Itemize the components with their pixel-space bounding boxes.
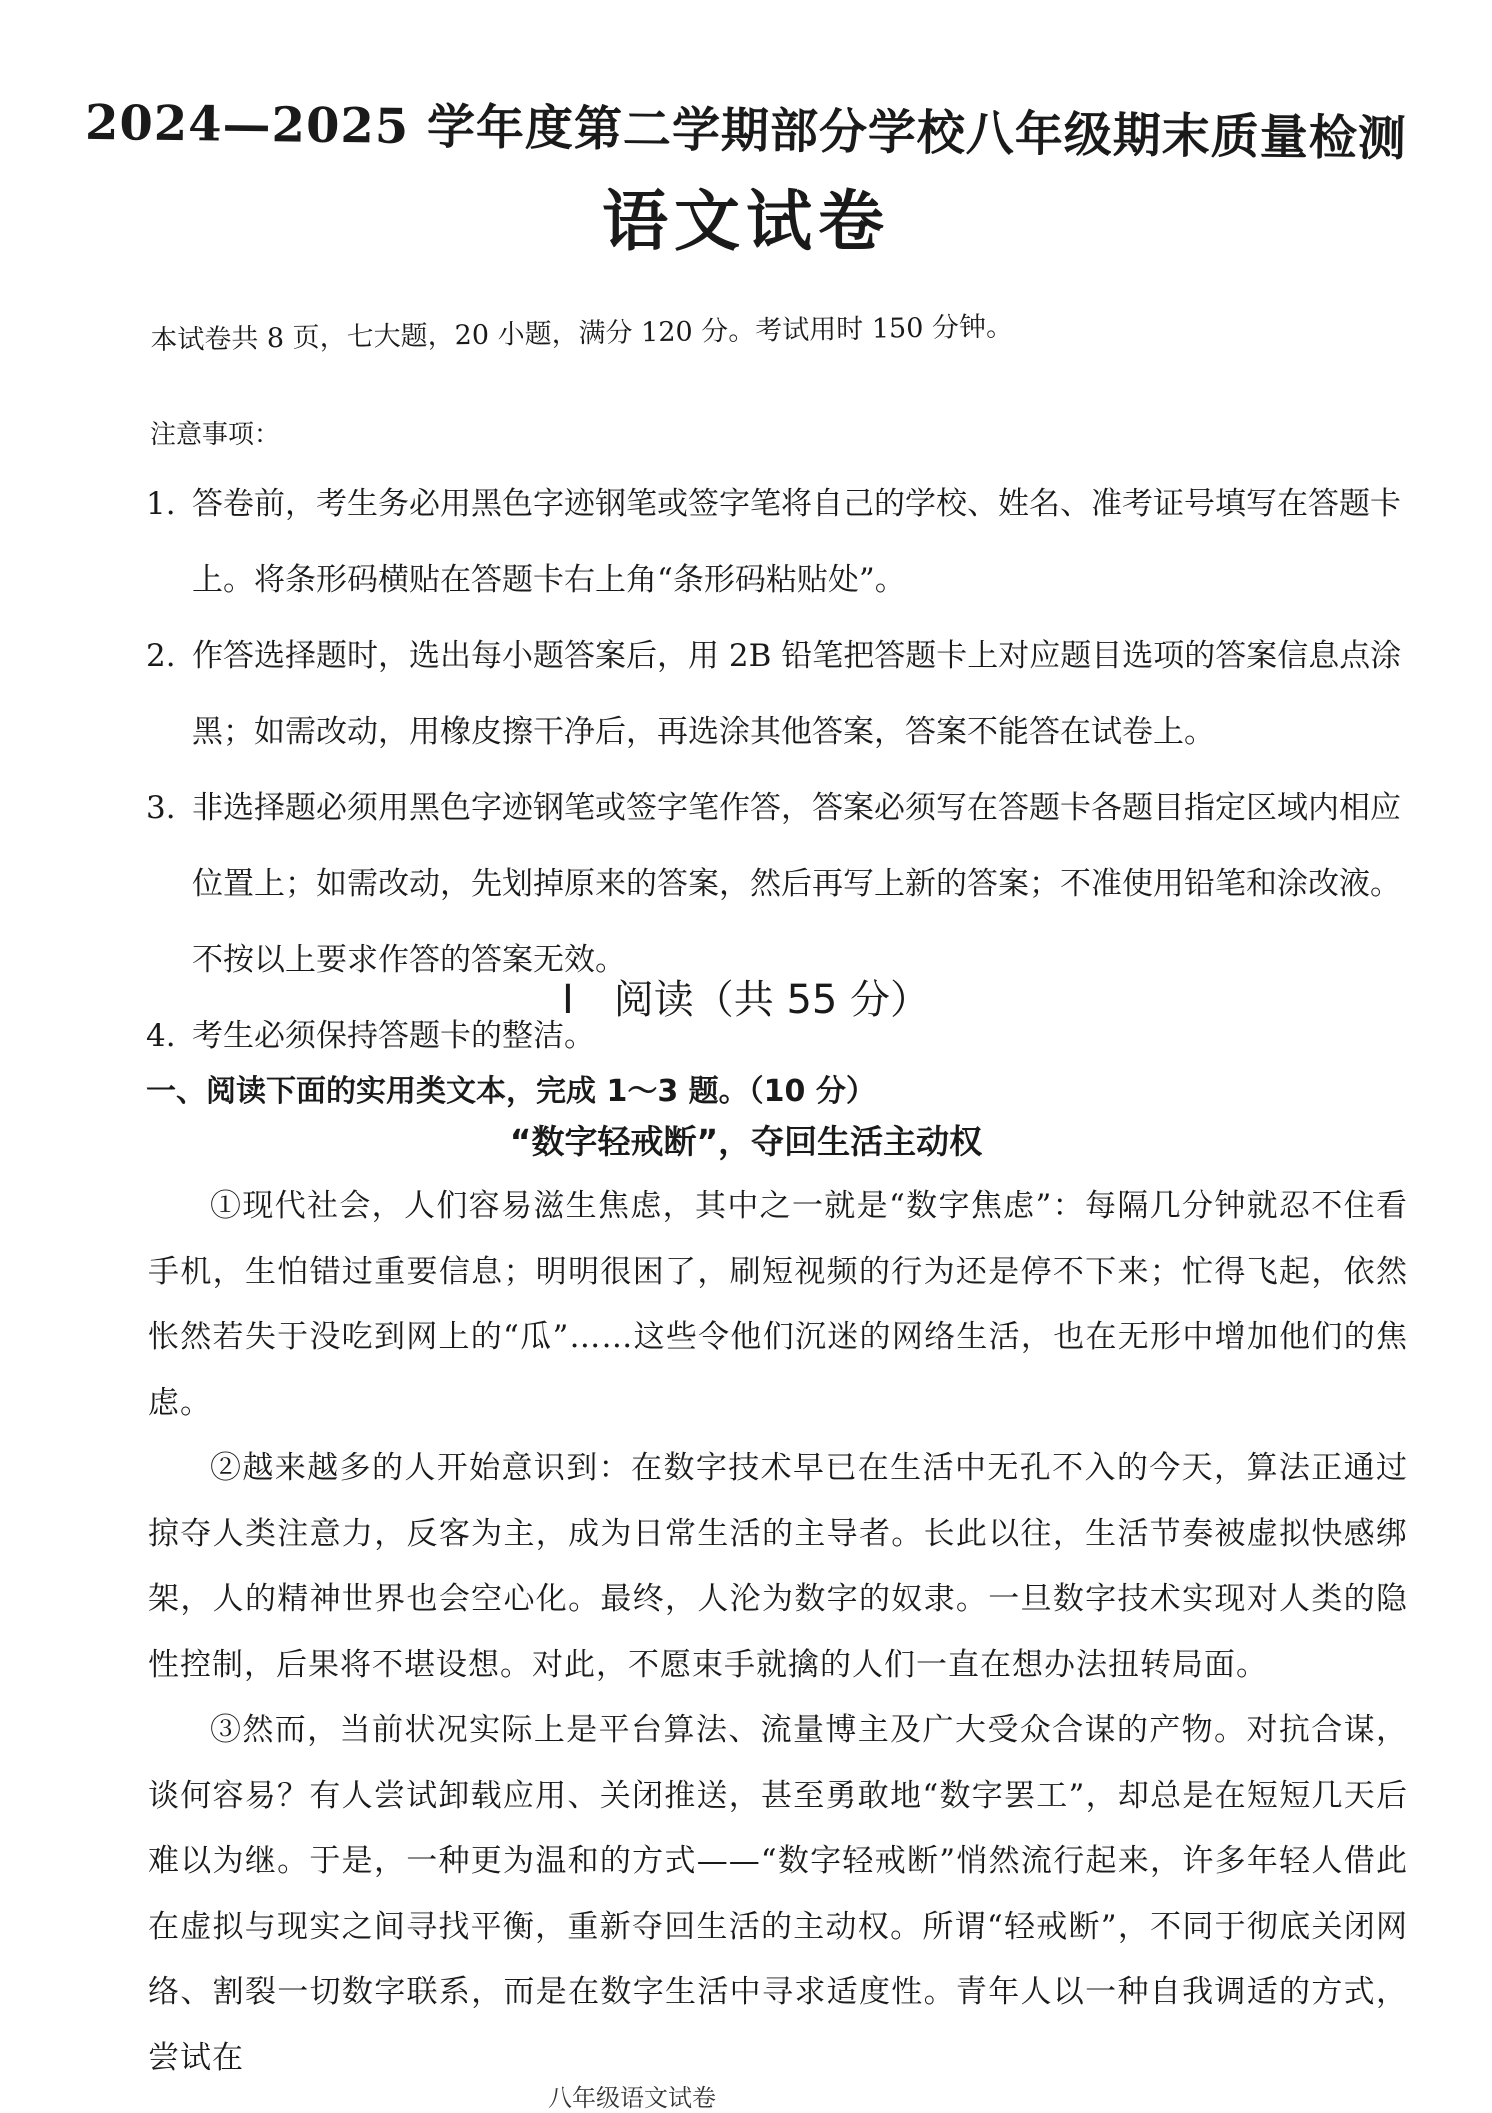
exam-intro: 本试卷共 8 页，七大题，20 小题，满分 120 分。考试用时 150 分钟。 — [150, 311, 1014, 356]
article-paragraph: ①现代社会，人们容易滋生焦虑，其中之一就是“数字焦虑”：每隔几分钟就忍不住看手机，生怕错过重要信息；明明很困了，刷短视频的行为还是停不下来；忙得飞起，依然怅然若失于没吃到网上的“瓜”……这些令他们沉迷的网络生活，也在无形中增加他们的焦虑。 — [148, 1188, 1408, 1421]
article-paragraph: ②越来越多的人开始意识到：在数字技术早已在生活中无孔不入的今天，算法正通过掠夺人类注意力，反客为主，成为日常生活的主导者。长此以往，生活节奏被虚拟快感绑架，人的精神世界也会空心化。最终，人沦为数字的奴隶。一旦数字技术实现对人类的隐性控制，后果将不堪设想。对此，不愿束手就擒的人们一直在想办法扭转局面。 — [148, 1450, 1408, 1683]
section-heading: Ⅰ 阅读（共 55 分） — [561, 977, 931, 1023]
notice-text: 非选择题必须用黑色字迹钢笔或签字笔作答，答案必须写在答题卡各题目指定区域内相应位置上；如需改动，先划掉原来的答案，然后再写上新的答案；不准使用铅笔和涂改液。不按以上要求作答的答案无效。 — [192, 790, 1401, 978]
notice-number: 3. — [146, 790, 176, 826]
exam-subtitle: 语文试卷 — [602, 182, 890, 260]
page-footer: 八年级语文试卷 — [548, 2084, 716, 2112]
notice-item — [146, 466, 1406, 618]
question-group-heading: 一、阅读下面的实用类文本，完成 1～3 题。（10 分） — [146, 1074, 876, 1109]
article-body — [148, 1174, 1408, 2091]
article-title: “数字轻戒断”，夺回生活主动权 — [509, 1122, 983, 1161]
notice-text: 作答选择题时，选出每小题答案后，用 2B 铅笔把答题卡上对应题目选项的答案信息点涂黑；如需改动，用橡皮擦干净后，再选涂其他答案，答案不能答在试卷上。 — [192, 638, 1402, 750]
notice-number: 1. — [146, 486, 176, 522]
exam-title: 2024—2025 学年度第二学期部分学校八年级期末质量检测 — [84, 94, 1408, 168]
article-paragraph: ③然而，当前状况实际上是平台算法、流量博主及广大受众合谋的产物。对抗合谋，谈何容易？有人尝试卸载应用、关闭推送，甚至勇敢地“数字罢工”，却总是在短短几天后难以为继。于是，一种更为温和的方式——“数字轻戒断”悄然流行起来，许多年轻人借此在虚拟与现实之间寻找平衡，重新夺回生活的主动权。所谓“轻戒断”，不同于彻底关闭网络、割裂一切数字联系，而是在数字生活中寻求适度性。青年人以一种自我调适的方式，尝试在 — [148, 1712, 1408, 2076]
notice-text: 考生必须保持答题卡的整洁。 — [192, 1018, 595, 1054]
notice-title: 注意事项： — [150, 420, 281, 450]
notice-number: 4. — [146, 1018, 176, 1054]
notice-item — [146, 770, 1406, 998]
notice-item — [146, 618, 1406, 770]
notice-number: 2. — [146, 638, 176, 674]
notice-text: 答卷前，考生务必用黑色字迹钢笔或签字笔将自己的学校、姓名、准考证号填写在答题卡上。将条形码横贴在答题卡右上角“条形码粘贴处”。 — [192, 486, 1401, 598]
